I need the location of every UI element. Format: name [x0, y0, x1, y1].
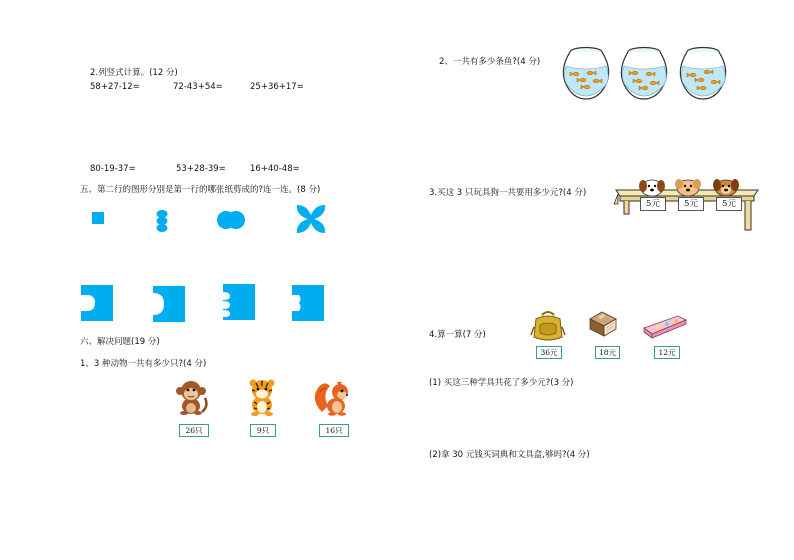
pencil-case-icon [640, 312, 690, 340]
q1-animals-title: 1、3 种动物一共有多少只?(4 分) [80, 359, 207, 369]
q2-calc-title: 2.列竖式计算。(12 分) [90, 68, 178, 78]
dog-price-label: 5元 [716, 197, 742, 211]
dictionary-icon [586, 309, 618, 339]
double-circle-shape [216, 206, 246, 234]
animal-count-label: 9只 [250, 424, 276, 437]
supply-price-label: 18元 [595, 346, 620, 359]
fishbowl-icon [617, 44, 671, 102]
paper-cutout-4 [290, 283, 326, 323]
paper-cutout-2 [151, 284, 187, 324]
calc-expression: 16+40-48= [250, 164, 300, 174]
calc-expression: 53+28-39= [176, 164, 226, 174]
square-piece-shape [90, 210, 106, 226]
calc-expression: 25+36+17= [250, 82, 304, 92]
monkey-icon [172, 378, 210, 416]
calc-expression: 72-43+54= [173, 82, 223, 92]
dog-price-label: 5元 [678, 197, 704, 211]
tiger-icon [242, 376, 282, 416]
calc-expression: 58+27-12= [90, 82, 140, 92]
q4-title: 4.算一算(7 分) [429, 330, 486, 340]
q2-fish-title: 2、一共有多少条鱼?(4 分) [439, 57, 541, 67]
stacked-ovals-shape [150, 207, 174, 235]
section5-title: 五、第二行的图形分别是第一行的哪张纸剪成的?连一连。(8 分) [80, 185, 321, 195]
calc-expression: 80-19-37= [90, 164, 136, 174]
section6-title: 六、解决问题(19 分) [80, 337, 160, 347]
fishbowl-icon [559, 44, 613, 102]
squirrel-icon [312, 378, 354, 416]
dog-price-label: 5元 [640, 197, 666, 211]
supply-price-label: 12元 [654, 346, 680, 359]
butterfly-shape [294, 203, 328, 235]
paper-cutout-1 [79, 283, 115, 323]
q3-dogs-title: 3.买这 3 只玩具狗一共要用多少元?(4 分) [429, 188, 587, 198]
q4-subquestion-2: (2)拿 30 元钱买词典和文具盒,够吗?(4 分) [429, 450, 590, 460]
animal-count-label: 16只 [319, 424, 349, 437]
q4-subquestion-1: (1) 买这三种学具共花了多少元?(3 分) [429, 378, 574, 388]
animal-count-label: 26只 [179, 424, 209, 437]
fishbowl-icon [676, 44, 730, 102]
supply-price-label: 36元 [536, 346, 562, 359]
backpack-icon [530, 309, 566, 343]
paper-cutout-3 [221, 282, 257, 322]
